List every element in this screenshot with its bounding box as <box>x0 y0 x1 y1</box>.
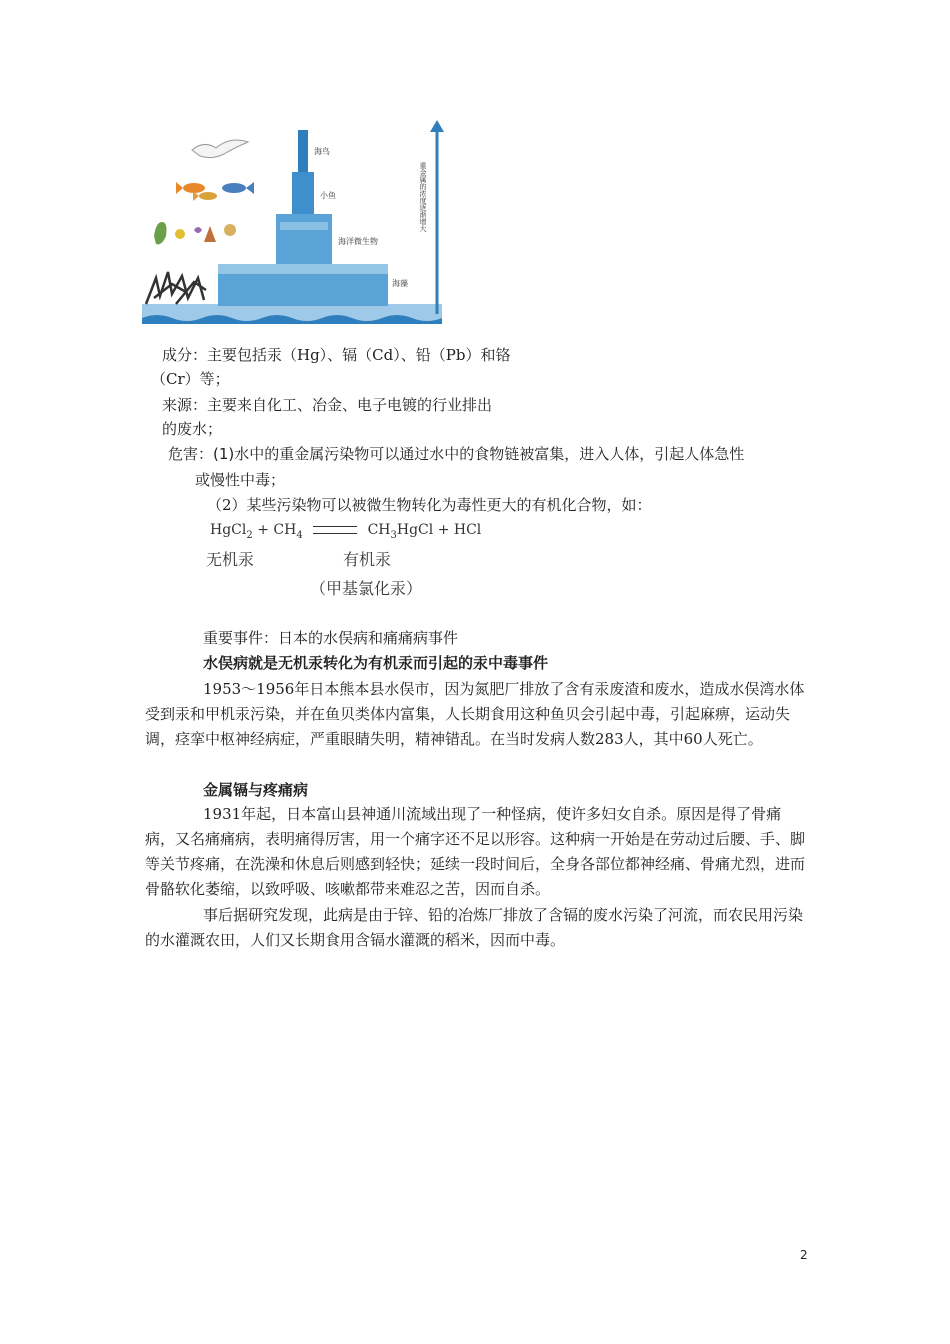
sea-creature-icon <box>204 226 216 242</box>
label-seaweed: 海藻 <box>392 279 408 288</box>
minamata-title: 水俣病就是无机汞转化为有机汞而引起的汞中毒事件 <box>203 654 549 672</box>
seabird-icon <box>192 140 248 158</box>
hazards-line3: （2）某些污染物可以被微生物转化为毒性更大的有机化合物，如： <box>207 496 652 514</box>
label-inorganic-mercury: 无机汞 <box>206 550 255 569</box>
arrow-head <box>430 120 444 132</box>
seaweed-icon <box>146 272 206 304</box>
events-heading: 重要事件：日本的水俣病和痛痛病事件 <box>203 629 459 647</box>
itai-itai-text2: 事后据研究发现，此病是由于锌、铅的冶炼厂排放了含镉的废水污染了河流，而农民用污染的水灌溉农田，人们又长期食用含镉水灌溉的稻米，因而中毒。 <box>145 906 804 949</box>
sea-creature-icon <box>175 229 185 239</box>
hazards-line2: 或慢性中毒； <box>195 471 286 489</box>
sea-creature-icon <box>224 224 236 236</box>
hazards-line1: 危害：(1)水中的重金属污染物可以通过水中的食物链被富集，进入人体，引起人体急性 <box>168 445 745 463</box>
block-seabird <box>298 130 308 172</box>
components-line1: 成分：主要包括汞（Hg）、镉（Cd）、铅（Pb）和铬 <box>162 346 511 364</box>
equation-arrow <box>313 526 357 534</box>
chemical-equation: HgCl$_2$ + $CH_4$ $CH_3HgCl$ + HCl <box>210 522 482 541</box>
label-arrow: 重金属的浓度逐渐增大 <box>419 162 427 232</box>
food-chain-figure <box>142 118 448 326</box>
label-methylmercury-chloride: （甲基氯化汞） <box>310 579 423 598</box>
fish-icon <box>222 183 246 193</box>
label-microorganisms: 海洋微生物 <box>338 237 378 246</box>
block-small-fish <box>292 172 314 214</box>
sources-line2: 的废水； <box>162 420 223 438</box>
fish-icon <box>183 183 205 193</box>
fish-icon <box>199 192 217 200</box>
sources-line1: 来源：主要来自化工、冶金、电子电镀的行业排出 <box>162 396 493 414</box>
label-organic-mercury: 有机汞 <box>343 550 392 569</box>
eq-hgcl2: HgCl <box>210 522 247 538</box>
itai-itai-title: 金属镉与疼痛病 <box>203 781 309 799</box>
label-seabird: 海鸟 <box>314 147 330 156</box>
pyramid-diagram <box>142 118 448 326</box>
label-small-fish: 小鱼 <box>320 191 336 200</box>
itai-itai-text1: 1931年起，日本富山县神通川流域出现了一种怪病，使许多妇女自杀。原因是得了骨痛病，又名痛痛病，表明痛得厉害，用一个痛字还不足以形容。这种病一开始是在劳动过后腰、手、脚等关节疼痛，在洗澡和休息后则感到轻快；延续一段时间后，全身各部位都神经痛、骨痛尤烈，进而骨骼软化萎缩，以致呼吸、咳嗽都带来难忍之苦，因而自杀。 <box>145 805 806 898</box>
components-line2: （Cr）等； <box>151 370 230 388</box>
block-microorganisms <box>276 214 332 264</box>
sea-creature-icon <box>154 222 167 244</box>
page-number: 2 <box>800 1248 808 1262</box>
minamata-text: 1953～1956年日本熊本县水俣市，因为氮肥厂排放了含有汞废渣和废水，造成水俣湾水体受到汞和甲机汞污染，并在鱼贝类体内富集，人长期食用这种鱼贝会引起中毒，引起麻痹，运动失调，痉挛中枢神经病症，严重眼睛失明，精神错乱。在当时发病人数283人，其中60人死亡。 <box>145 680 805 748</box>
